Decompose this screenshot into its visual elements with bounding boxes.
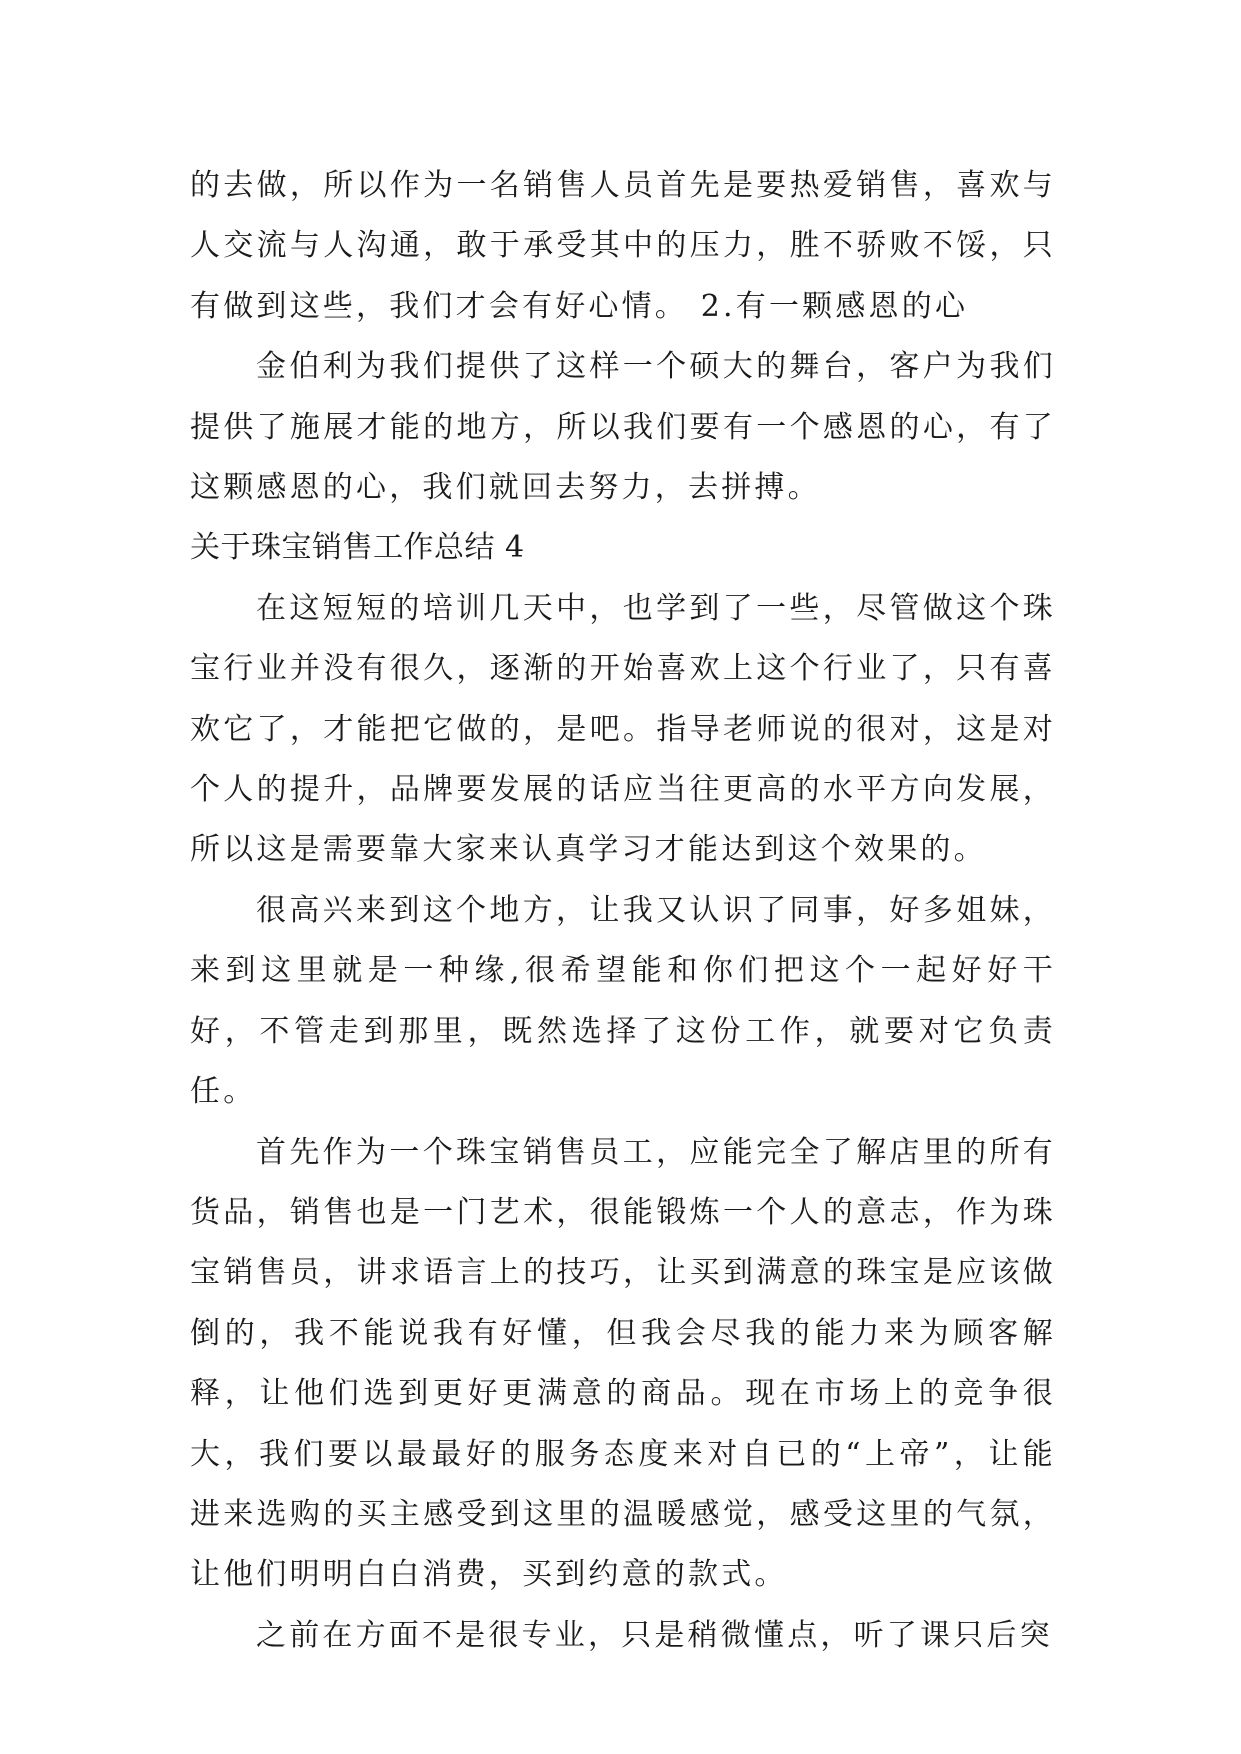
paragraph-colleagues: 很高兴来到这个地方，让我又认识了同事，好多姐妹，来到这里就是一种缘,很希望能和你们把这个一起好好干好，不管走到那里，既然选择了这份工作，就要对它负责任。 <box>190 892 1056 1110</box>
paragraph-sales-staff: 首先作为一个珠宝销售员工，应能完全了解店里的所有货品，销售也是一门艺术，很能锻炼一个人的意志，作为珠宝销售员，讲求语言上的技巧，让买到满意的珠宝是应该做倒的，我不能说我有好懂，但我会尽我的能力来为顾客解释，让他们选到更好更满意的商品。现在市场上的竞争很大，我们要以最最好的服务态度来对自已的“上帝”，让能进来选购的买主感受到这里的温暖感觉，感受这里的气氛，让他们明明白白消费，买到约意的款式。 <box>190 1134 1056 1593</box>
document-body <box>190 156 1056 1666</box>
paragraph-before: 之前在方面不是很专业，只是稍微懂点，听了课只后突 <box>256 1617 1053 1653</box>
section-heading: 关于珠宝销售工作总结 4 <box>190 530 525 566</box>
paragraph-training: 在这短短的培训几天中，也学到了一些，尽管做这个珠宝行业并没有很久，逐渐的开始喜欢上这个行业了，只有喜欢它了，才能把它做的，是吧。指导老师说的很对，这是对个人的提升，品牌要发展的话应当往更高的水平方向发展，所以这是需要靠大家来认真学习才能达到这个效果的。 <box>190 590 1056 868</box>
paragraph-gratitude: 金伯利为我们提供了这样一个硕大的舞台，客户为我们提供了施展才能的地方，所以我们要有一个感恩的心，有了这颗感恩的心，我们就回去努力，去拼搏。 <box>190 349 1056 506</box>
paragraph-continued: 的去做，所以作为一名销售人员首先是要热爱销售，喜欢与人交流与人沟通，敢于承受其中的压力，胜不骄败不馁，只有做到这些，我们才会有好心情。 2.有一颗感恩的心 <box>190 168 1056 324</box>
